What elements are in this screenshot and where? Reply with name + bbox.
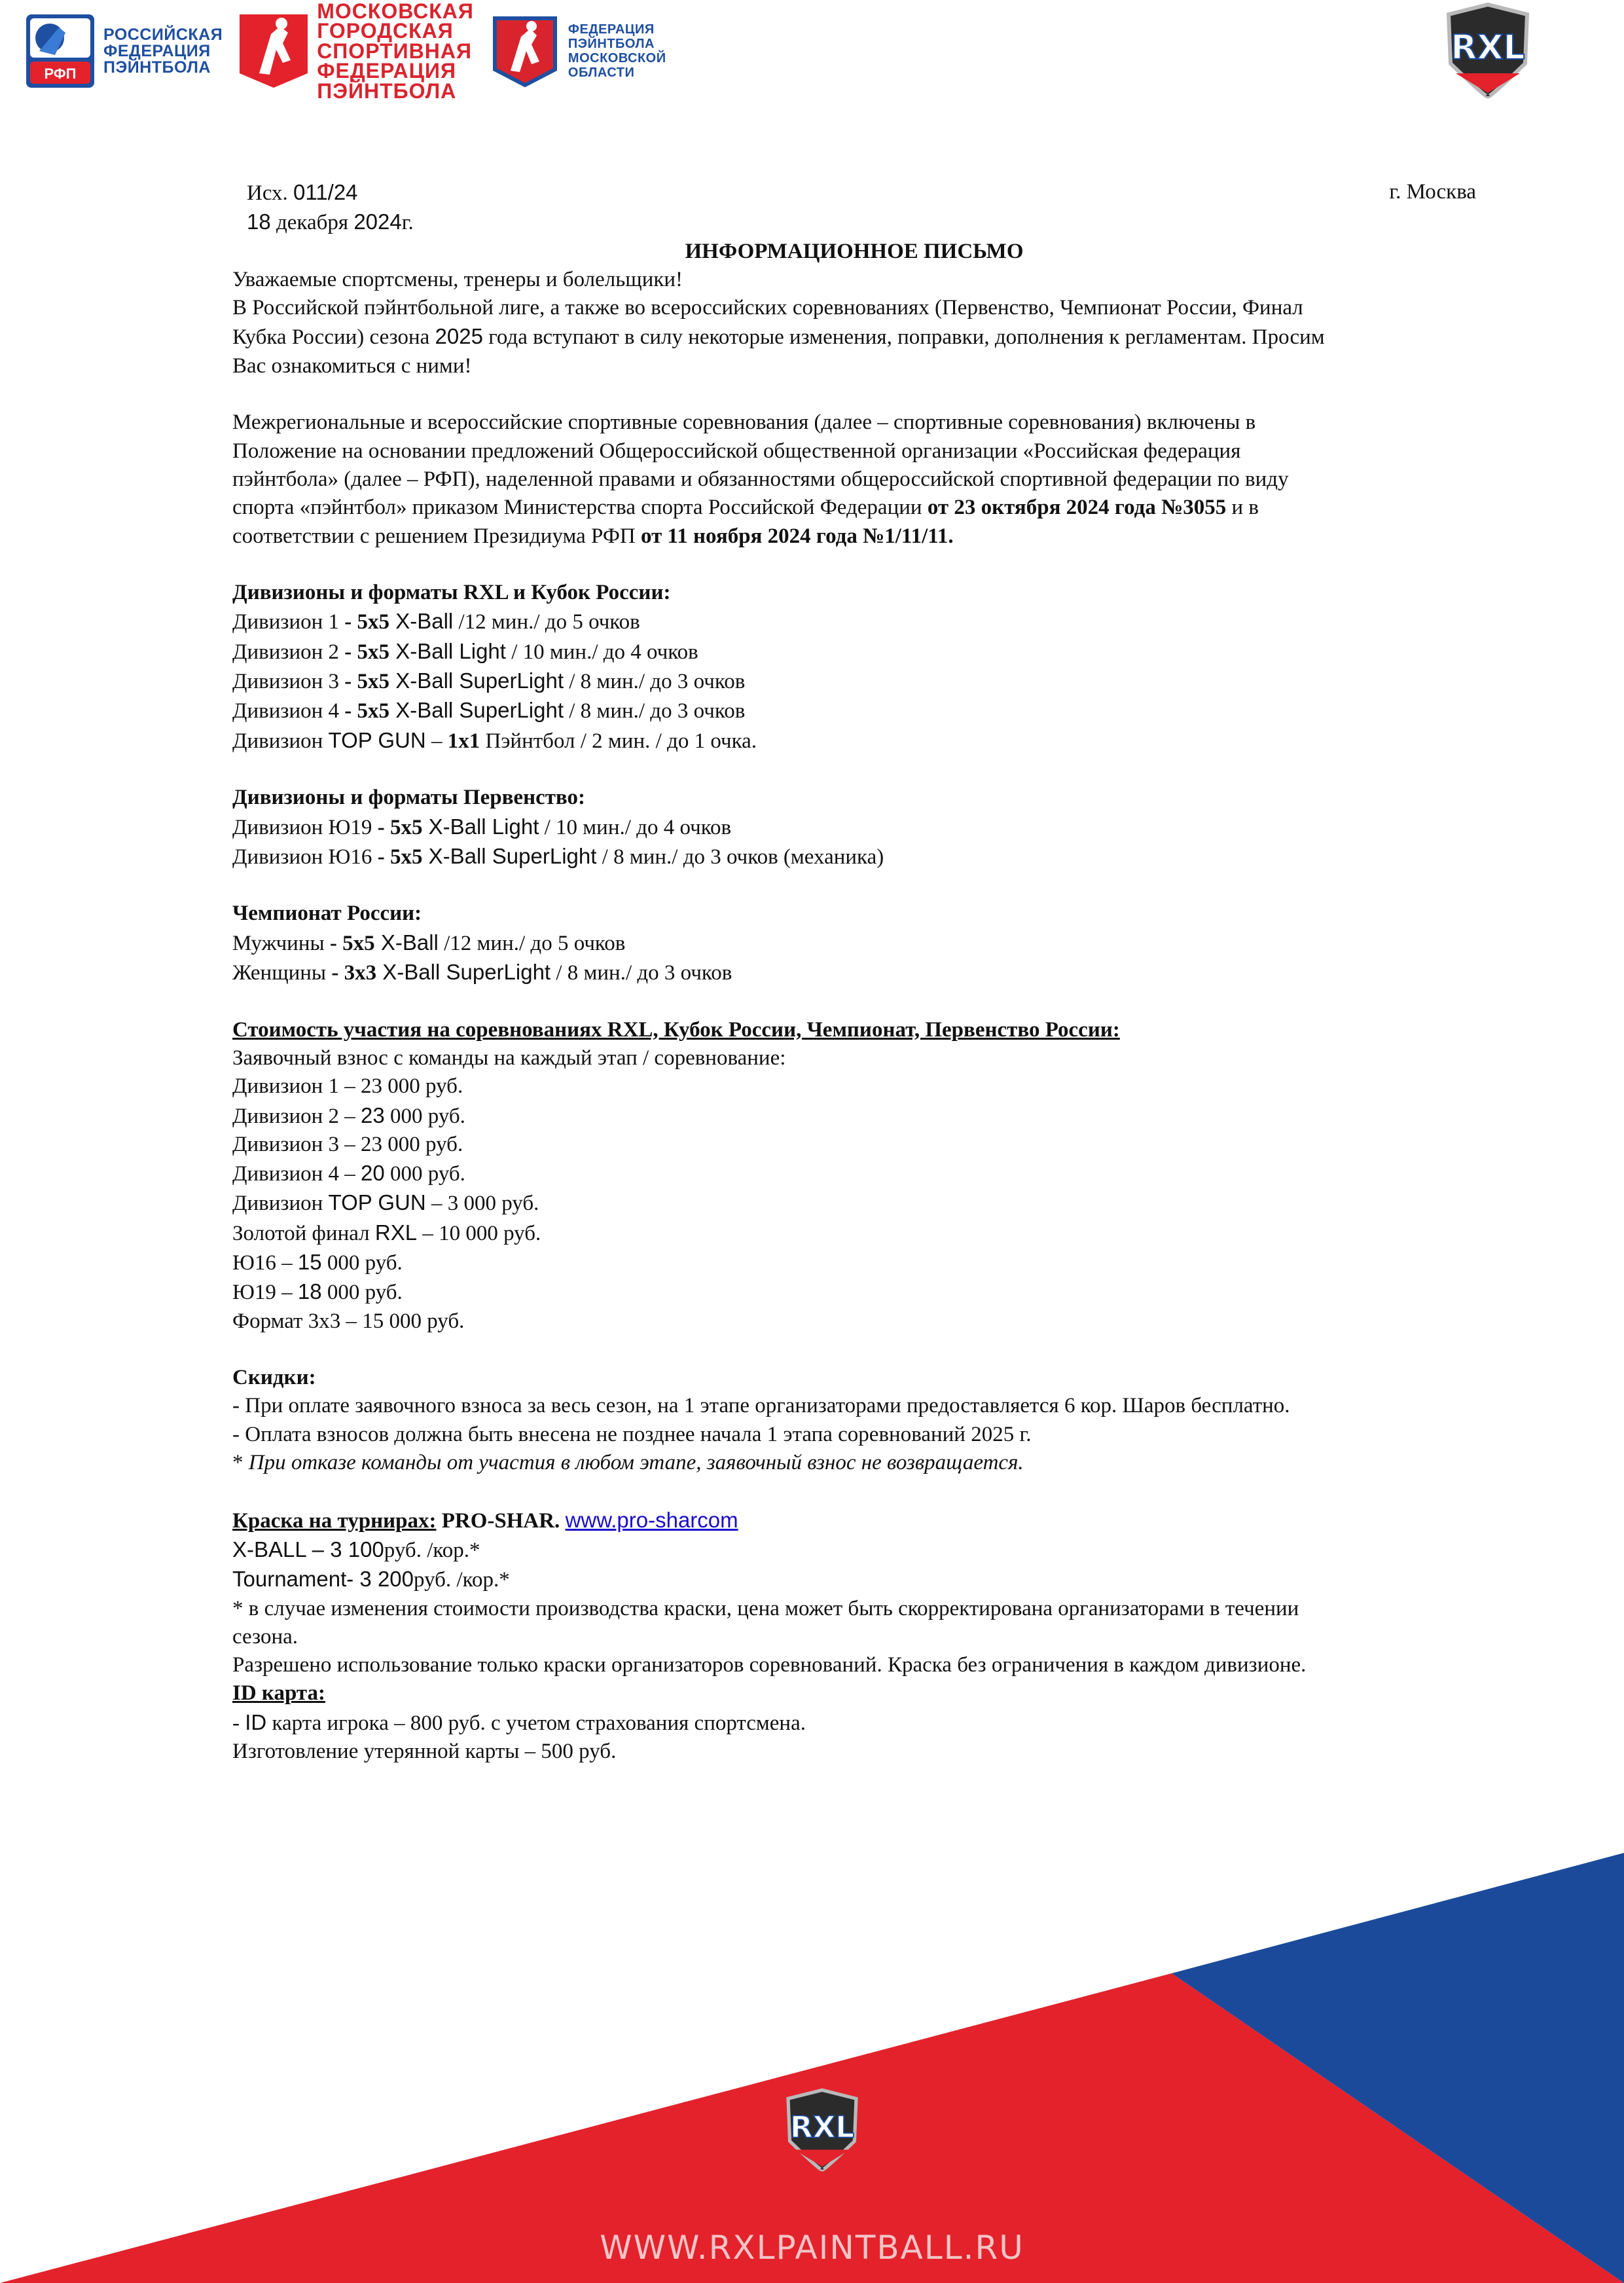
fee-item: Формат 3х3 – 15 000 руб. <box>232 1309 465 1333</box>
rfp-line: ПЭЙНТБОЛА <box>103 58 211 77</box>
rfp-line: РОССИЙСКАЯ <box>103 25 223 44</box>
regulation-line: Межрегиональные и всероссийские спортивные соревнования (далее – спортивные соревнования) включены в <box>232 411 1256 435</box>
regulation-line: пэйнтбола» (далее – РФП), наделенной правами и обязанностями общероссийской спортивной федерации по виду <box>232 467 1289 491</box>
paint-note: * в случае изменения стоимости производства краски, цена может быть скорректирована организаторами в течении <box>232 1596 1299 1620</box>
rfp-logo-text <box>103 27 223 76</box>
fee-item: Золотой финал RXL – 10 000 руб. <box>232 1220 541 1245</box>
section-heading: Дивизионы и форматы Первенство: <box>232 786 586 810</box>
fee-item: Ю16 – 15 000 руб. <box>232 1249 403 1275</box>
supplier-link[interactable]: www.pro-sharcom <box>565 1507 738 1532</box>
regulation-line: соответствии с решением Президиума РФП от 11 ноября 2024 года №1/11/11. <box>232 524 954 548</box>
footer-url[interactable]: WWW.RXLPAINTBALL.RU <box>600 2229 1024 2267</box>
rfp-badge-text: РФП <box>44 65 77 82</box>
fee-item: Дивизион 4 – 20 000 руб. <box>232 1161 465 1186</box>
discount-line: - При оплате заявочного взноса за весь сезон, на 1 этапе организаторами предоставляется 6 кор. Шаров бесплатно. <box>232 1394 1290 1418</box>
mgsf-logo <box>240 1 474 101</box>
division-item: Дивизион 4 - 5x5 X-Ball SuperLight / 8 мин./ до 3 очков <box>232 698 746 723</box>
fee-item: Дивизион 2 – 23 000 руб. <box>232 1103 465 1128</box>
mgsf-logo-text <box>317 1 474 101</box>
footer-tricolor-graphic <box>0 1853 1624 2283</box>
rxl-mark-text: RXL <box>1451 28 1525 67</box>
regulation-line: спорта «пэйнтбол» приказом Министерства спорта Российской Федерации от 23 октября 2024 года №3055 и в <box>232 496 1259 520</box>
intro-line: В Российской пэйнтбольной лиге, а также во всероссийских соревнованиях (Первенство, Чемпионат России, Финал <box>232 296 1303 320</box>
discount-line: - Оплата взносов должна быть внесена не позднее начала 1 этапа соревнований 2025 г. <box>232 1422 1032 1446</box>
section-heading: Скидки: <box>232 1366 316 1390</box>
fpmo-logo <box>491 14 666 88</box>
section-heading: Краска на турнирах: <box>232 1508 437 1533</box>
mgsf-line: ПЭЙНТБОЛА <box>317 79 457 103</box>
rfp-emblem-icon <box>26 14 94 88</box>
fees-subheading: Заявочный взнос с команды на каждый этап / соревнование: <box>232 1046 786 1070</box>
division-item: Дивизион 1 - 5x5 X-Ball /12 мин./ до 5 очков <box>232 609 640 634</box>
section-heading: Чемпионат России: <box>232 902 422 926</box>
letter-ref-block <box>232 178 414 238</box>
regulation-line: Положение на основании предложений Общероссийской общественной организации «Российская федерация <box>232 439 1241 463</box>
rxl-footer-mark-text: RXL <box>789 2109 855 2145</box>
paint-price-xball: X-BALL – 3 100руб. /кор.* <box>232 1537 480 1562</box>
fpmo-line: ПЭЙНТБОЛА <box>568 37 655 51</box>
paint-price-tournament: Tournament- 3 200руб. /кор.* <box>232 1567 510 1592</box>
city: г. Москва <box>1389 180 1476 204</box>
date-line: 18 декабря 2024г. <box>247 210 414 235</box>
mgsf-emblem-icon <box>240 14 308 88</box>
paint-note: Разрешено использование только краски организаторов соревнований. Краска без ограничения в каждом дивизионе. <box>232 1653 1307 1677</box>
rfp-logo <box>26 14 223 88</box>
fpmo-line: ОБЛАСТИ <box>568 65 635 80</box>
id-card-line: Изготовление утерянной карты – 500 руб. <box>232 1740 617 1764</box>
page-title: ИНФОРМАЦИОННОЕ ПИСЬМО <box>685 239 1024 263</box>
logo-row <box>26 0 666 103</box>
division-item: Дивизион 3 - 5x5 X-Ball SuperLight / 8 мин./ до 3 очков <box>232 668 746 694</box>
fee-item: Дивизион TOP GUN – 3 000 руб. <box>232 1190 539 1216</box>
division-item: Женщины - 3x3 X-Ball SuperLight / 8 мин./ до 3 очков <box>232 960 732 985</box>
section-heading: Дивизионы и форматы RXL и Кубок России: <box>232 581 671 605</box>
fpmo-line: ФЕДЕРАЦИЯ <box>568 22 655 37</box>
mgsf-line: СПОРТИВНАЯ <box>317 39 472 63</box>
section-heading: ID карта: <box>232 1681 325 1706</box>
intro-line: Вас ознакомиться с ними! <box>232 354 472 378</box>
letter-body <box>232 178 1476 1766</box>
fpmo-emblem-icon <box>491 14 559 88</box>
fee-item: Дивизион 3 – 23 000 руб. <box>232 1132 463 1156</box>
mgsf-line: МОСКОВСКАЯ <box>317 0 474 24</box>
mgsf-line: ФЕДЕРАЦИЯ <box>317 59 456 83</box>
mgsf-line: ГОРОДСКАЯ <box>317 19 454 43</box>
division-item: Мужчины - 5x5 X-Ball /12 мин./ до 5 очков <box>232 930 626 955</box>
fpmo-line: МОСКОВСКОЙ <box>568 51 666 65</box>
division-item: Дивизион Ю16 - 5x5 X-Ball SuperLight / 8 мин./ до 3 очков (механика) <box>232 843 884 869</box>
fee-item: Ю19 – 18 000 руб. <box>232 1279 403 1305</box>
fee-item: Дивизион 1 – 23 000 руб. <box>232 1074 463 1099</box>
paint-heading-line: Краска на турнирах: PRO-SHAR. www.pro-sharcom <box>232 1507 738 1533</box>
fpmo-logo-text <box>568 22 666 80</box>
division-item: Дивизион TOP GUN – 1x1 Пэйнтбол / 2 мин. / до 1 очка. <box>232 727 757 753</box>
division-item: Дивизион Ю19 - 5x5 X-Ball Light / 10 мин./ до 4 очков <box>232 814 732 839</box>
greeting: Уважаемые спортсмены, тренеры и болельщики! <box>232 267 683 291</box>
letter-header <box>232 178 1476 238</box>
discount-note: * При отказе команды от участия в любом этапе, заявочный взнос не возвращается. <box>232 1451 1024 1475</box>
division-item: Дивизион 2 - 5x5 X-Ball Light / 10 мин./ до 4 очков <box>232 638 698 664</box>
ref-line: Исх. 011/24 <box>247 180 358 205</box>
paint-note: сезона. <box>232 1624 298 1649</box>
rxl-footer-logo-icon <box>780 2087 865 2172</box>
id-card-line: - ID карта игрока – 800 руб. с учетом страхования спортсмена. <box>232 1709 806 1735</box>
rxl-logo-icon <box>1439 1 1537 100</box>
rfp-line: ФЕДЕРАЦИЯ <box>103 41 211 60</box>
intro-line: Кубка России) сезона 2025 года вступают в силу некоторые изменения, поправки, дополнения к регламентам. Просим <box>232 324 1325 350</box>
section-heading: Стоимость участия на соревнованиях RXL, Кубок России, Чемпионат, Первенство России: <box>232 1017 1120 1042</box>
